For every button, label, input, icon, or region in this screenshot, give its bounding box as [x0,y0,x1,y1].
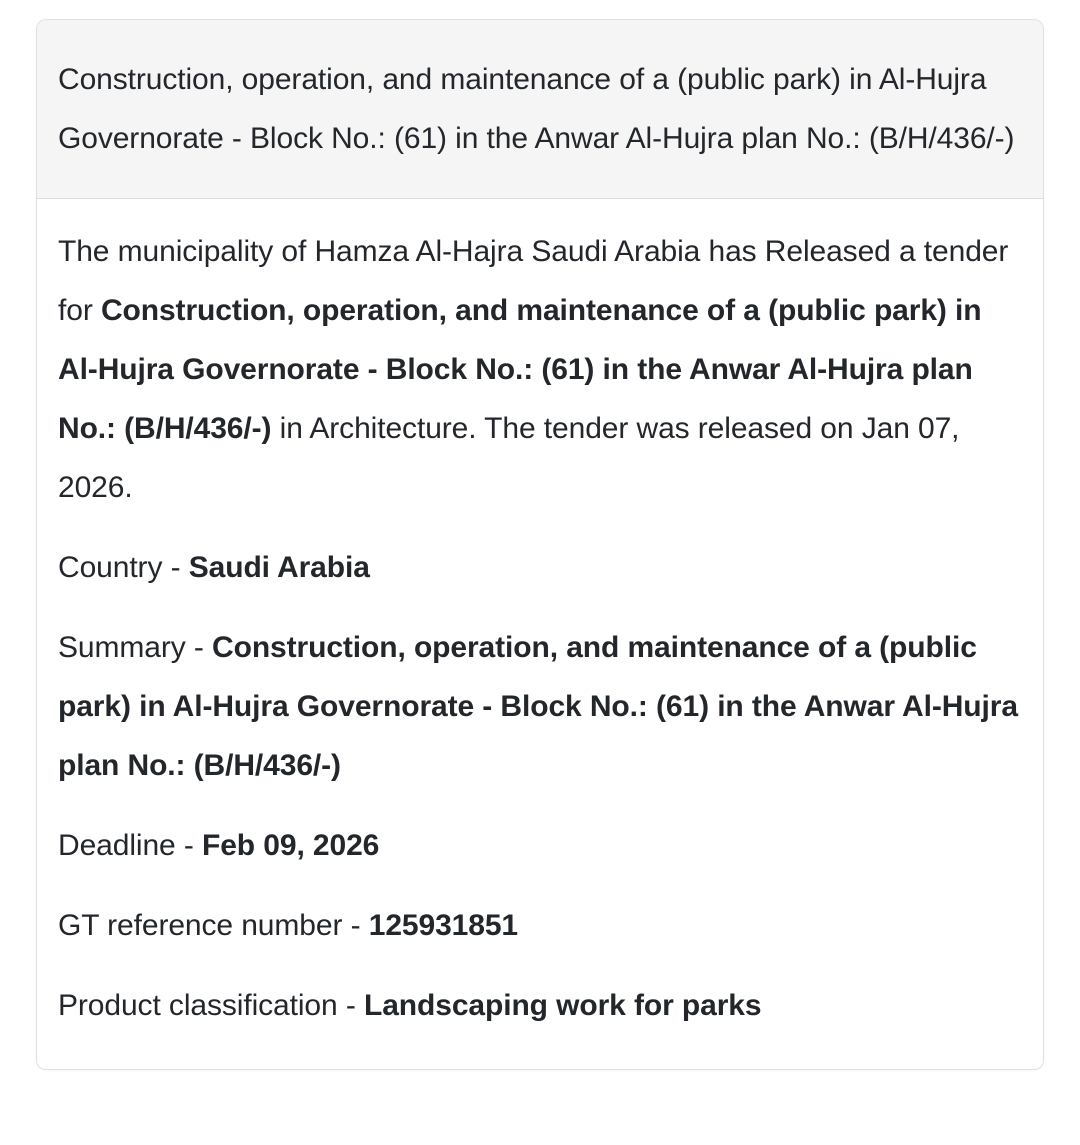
detail-label-gt-reference-number: GT reference number [58,909,343,942]
detail-value-gt-reference-number: 125931851 [368,909,518,942]
detail-value-deadline: Feb 09, 2026 [202,829,380,862]
tender-notice-card [36,19,1044,1070]
detail-value-product-classification: Landscaping work for parks [363,989,762,1022]
tender-detail-list [58,538,1021,1035]
tender-description-prefix: The municipality of Hamza Al-Hajra Saudi Arabia has Released a tender for [58,235,1009,327]
detail-label-summary: Summary [58,631,186,664]
detail-row-gt-reference-number [58,896,1021,955]
tender-description-emphasis: Construction, operation, and maintenance of a (public park) in Al-Hujra Governorate - Block No.: (61) in the Anwar Al-Hujra plan No.: (B/H/436/-) [58,294,982,445]
detail-row-summary [58,618,1021,795]
page-title: Construction, operation, and maintenance of a (public park) in Al-Hujra Governorate - Block No.: (61) in the Anwar Al-Hujra plan No.: (B/H/436/-) [58,63,1015,155]
detail-value-country: Saudi Arabia [188,551,370,584]
detail-label-country: Country [58,551,163,584]
detail-separator: - [162,551,189,584]
detail-value-summary: Construction, operation, and maintenance of a (public park) in Al-Hujra Governorate - Block No.: (61) in the Anwar Al-Hujra plan No.: (B/H/436/-) [58,631,1018,782]
detail-row-product-classification [58,976,1021,1035]
tender-description [58,222,1021,517]
detail-label-deadline: Deadline [58,829,176,862]
detail-row-country [58,538,1021,597]
detail-separator: - [342,909,369,942]
detail-separator: - [185,631,213,664]
card-body [37,199,1043,1069]
detail-row-deadline [58,816,1021,875]
detail-label-product-classification: Product classification [58,989,338,1022]
card-header [37,20,1043,199]
detail-separator: - [337,989,364,1022]
detail-separator: - [175,829,202,862]
tender-description-suffix: in Architecture. The tender was released on Jan 07, 2026. [58,412,960,504]
